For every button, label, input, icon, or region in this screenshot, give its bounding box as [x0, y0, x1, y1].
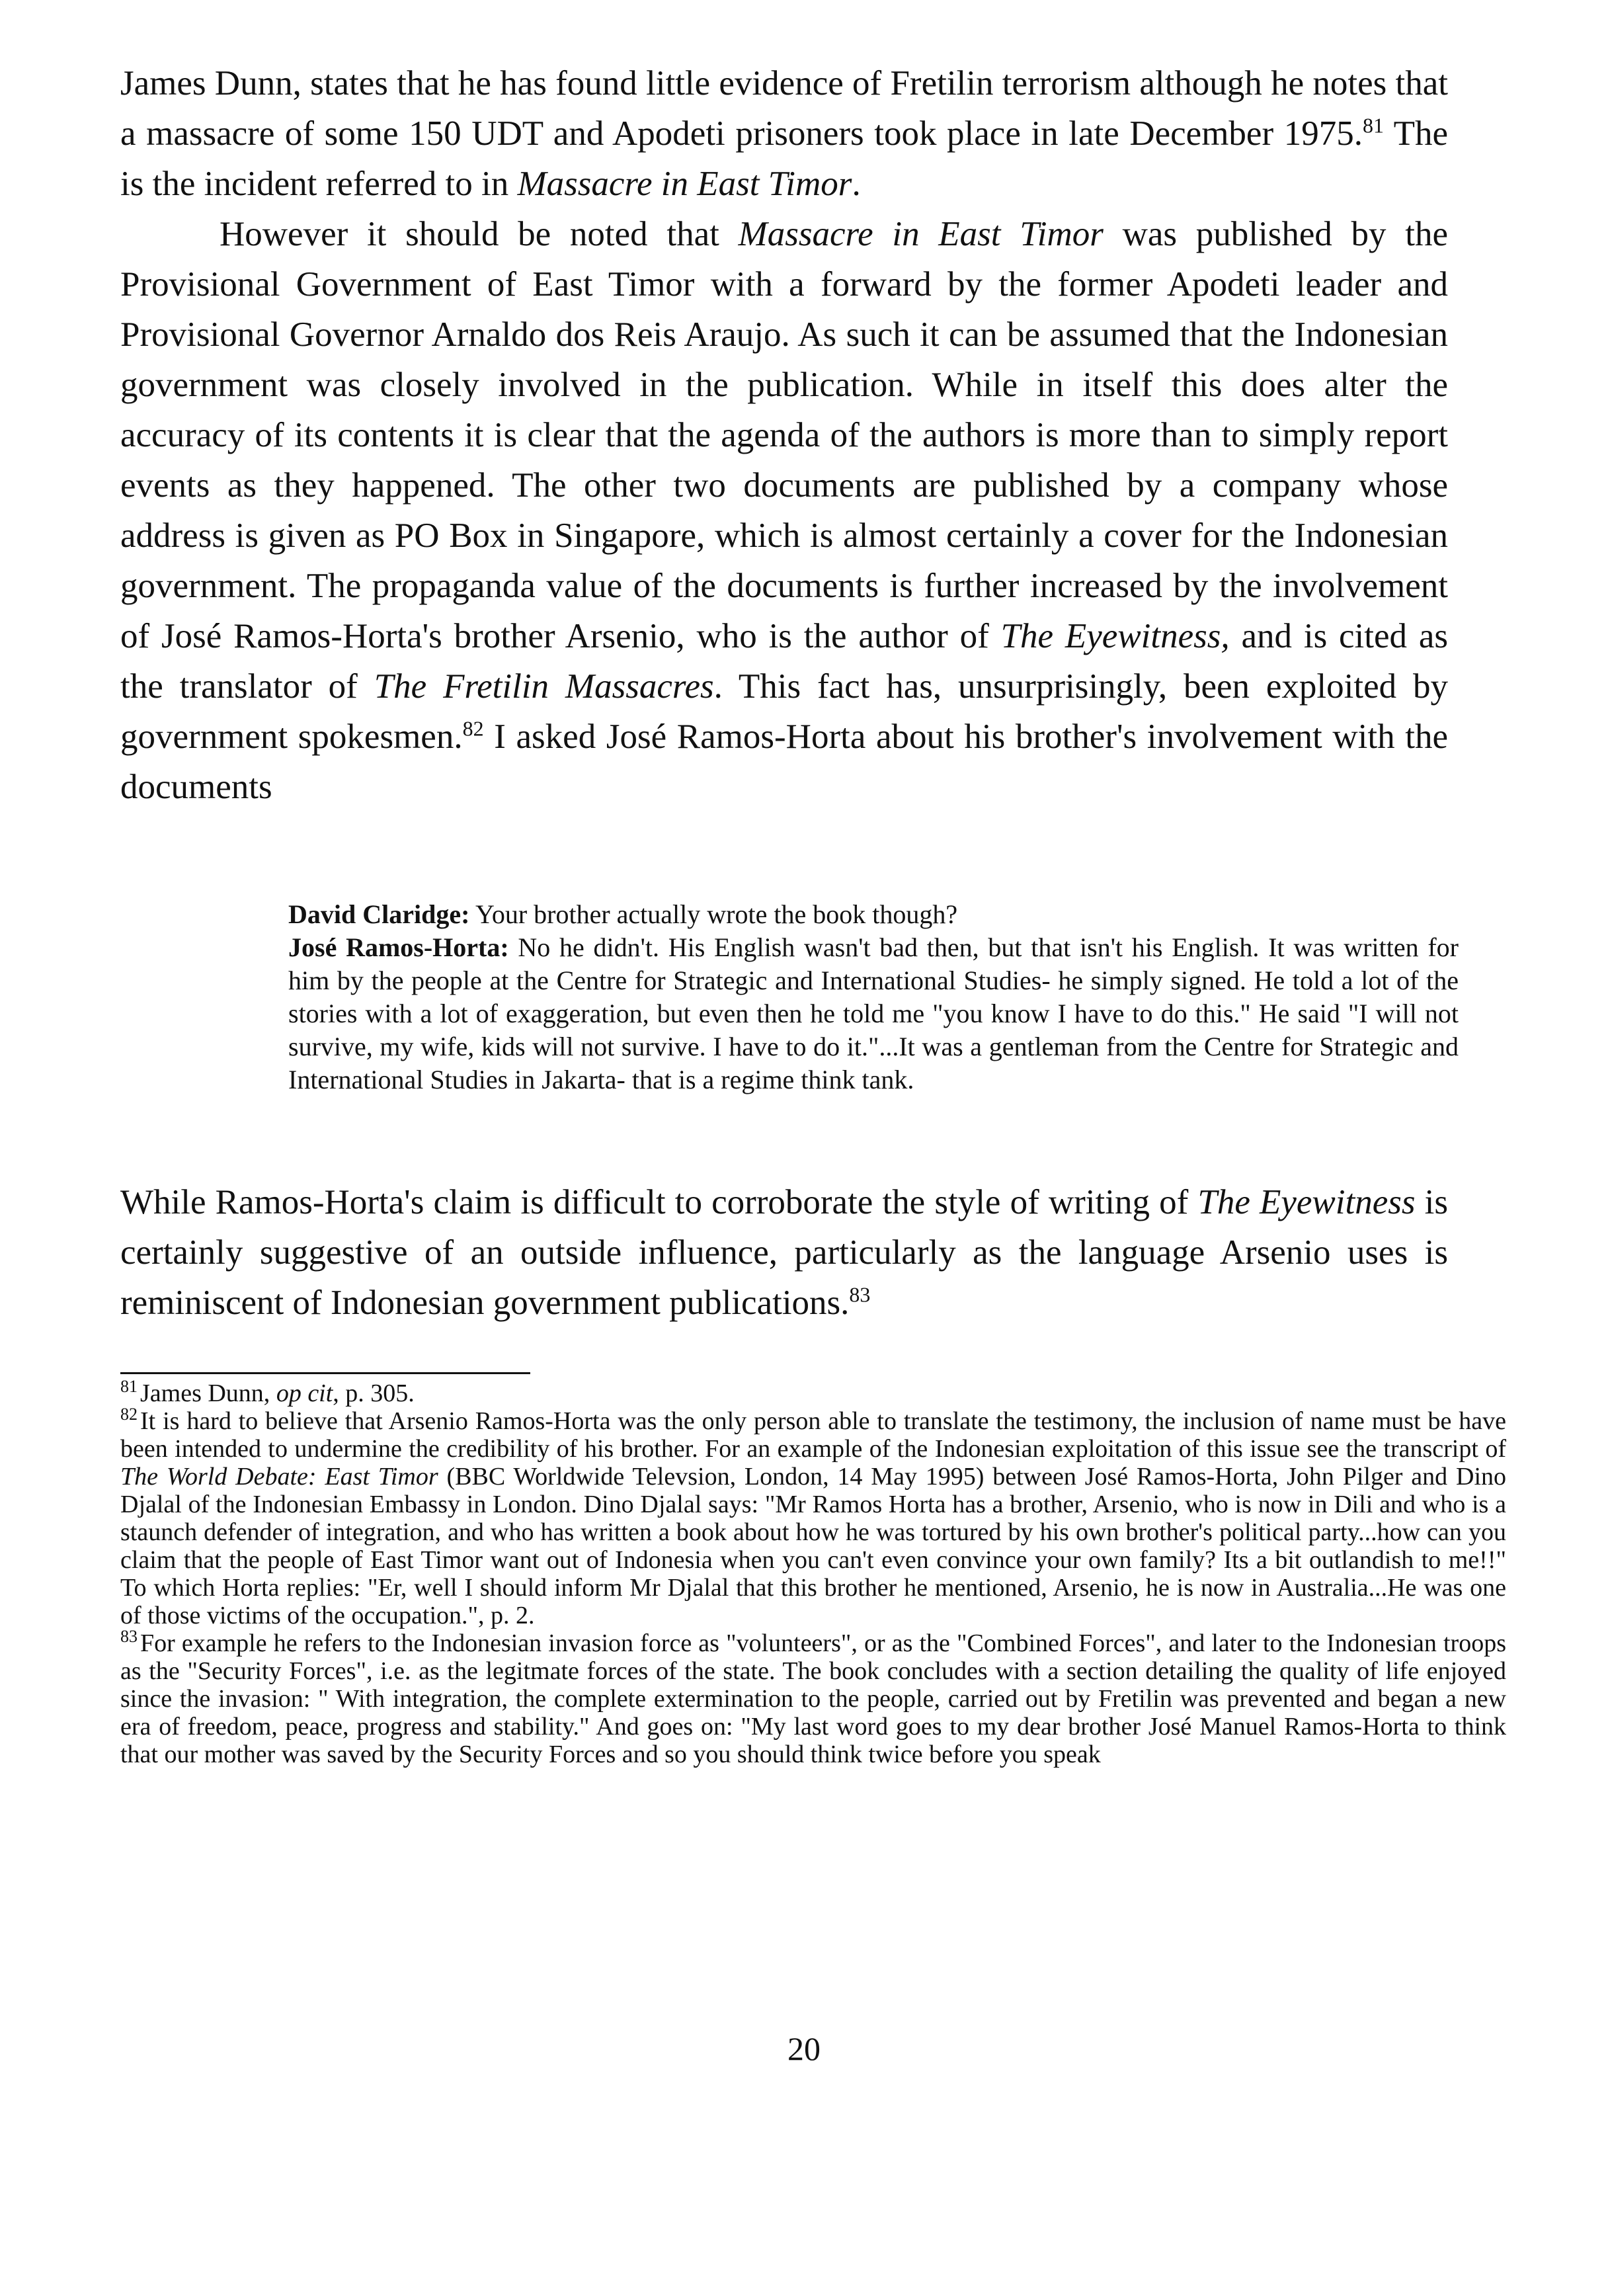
paragraph-text: However it should be noted that: [220, 215, 739, 253]
speaker-name: David Claridge:: [288, 899, 470, 929]
body-paragraph-3: [120, 1177, 1448, 1328]
footnote-italic: op cit: [276, 1379, 333, 1407]
footnote-81: [120, 1379, 1506, 1407]
book-title: Massacre in East Timor: [517, 165, 852, 203]
footnote-reference-82: 82: [462, 716, 484, 741]
footnotes: [120, 1379, 1506, 1768]
footnote-text: (BBC Worldwide Televsion, London, 14 May 1995) between José Ramos-Horta, John Pilger and Dino Djalal of the Indonesian Embassy in London. Dino Djalal says: "Mr Ramos Horta has a brother, Arsenio, who is now in Dili and who is a staunch defender of integration, and who has written a book about how he was tortured by his own brother's political party...how can you claim that the people of East Timor want out of Indonesia when you can't even convince your own family? Its a bit outlandish to me!!" To which Horta replies: "Er, well I should inform Mr Djalal that this brother he mentioned, Arsenio, he is now in Australia...He was one of those victims of the occupation.", p. 2.: [120, 1463, 1506, 1629]
footnote-number: 83: [120, 1627, 138, 1647]
footnote-text: James Dunn,: [140, 1379, 276, 1407]
page-number: 20: [787, 2030, 821, 2067]
paragraph-text: .: [852, 165, 861, 203]
book-title: Massacre in East Timor: [738, 215, 1104, 253]
footnote-italic: The World Debate: East Timor: [120, 1463, 438, 1491]
footnote-text: It is hard to believe that Arsenio Ramos-Horta was the only person able to translate the testimony, the inclusion of name must be have been intended to undermine the credibility of his brother. For an example of the Indonesian exploitation of this issue see the transcript of: [120, 1407, 1506, 1463]
paragraph-text: The is the incident referred to in: [120, 114, 1448, 203]
quote-text: Your brother actually wrote the book though?: [469, 899, 958, 929]
paragraph-text: . This fact has, unsurprisingly, been exploited by government spokesmen.: [120, 667, 1448, 756]
body-paragraph-1: [120, 58, 1448, 209]
paragraph-text: James Dunn, states that he has found little evidence of Fretilin terrorism although he notes that a massacre of some 150 UDT and Apodeti prisoners took place in late December 1975.: [120, 64, 1448, 153]
paragraph-text: I asked José Ramos-Horta about his brother's involvement with the documents: [120, 718, 1449, 806]
book-title: The Fretilin Massacres: [374, 667, 714, 706]
paragraph-text: is certainly suggestive of an outside influence, particularly as the language Arsenio uses is reminiscent of Indonesian government publications.: [120, 1183, 1448, 1322]
footnote-reference-81: 81: [1362, 113, 1384, 138]
footnote-83: [120, 1629, 1506, 1768]
paragraph-text: While Ramos-Horta's claim is difficult to corroborate the style of writing of: [120, 1183, 1198, 1221]
paragraph-text: was published by the Provisional Government of East Timor with a forward by the former Apodeti leader and Provisional Governor Arnaldo dos Reis Araujo. As such it can be assumed that the Indonesian government was closely involved in the publication. While in itself this does alter the accuracy of its contents it is clear that the agenda of the authors is more than to simply report events as they happened. The other two documents are published by a company whose address is given as PO Box in Singapore, which is almost certainly a cover for the Indonesian government. The propaganda value of the documents is further increased by the involvement of José Ramos-Horta's brother Arsenio, who is the author of: [120, 215, 1449, 655]
body-paragraph-2: [120, 209, 1448, 812]
footnote-text: For example he refers to the Indonesian invasion force as "volunteers", or as the "Combined Forces", and later to the Indonesian troops as the "Security Forces", i.e. as the legitmate forces of the state. The book concludes with a section detailing the quality of life enjoyed since the invasion: " With integration, the complete extermination to the people, carried out by Fretilin was prevented and began a new era of freedom, peace, progress and stability." And goes on: "My last word goes to my dear brother José Manuel Ramos-Horta to think that our mother was saved by the Security Forces and so you should think twice before you speak: [120, 1629, 1506, 1768]
footnote-number: 81: [120, 1377, 138, 1397]
book-title: The Eyewitness,: [1000, 617, 1230, 655]
quote-text: No he didn't. His English wasn't bad then, but that isn't his English. It was written for him by the people at the Centre for Strategic and International Studies- he simply signed. He told a lot of the stories with a lot of exaggeration, but even then he told me "you know I have to do this." He said "I will not survive, my wife, kids will not survive. I have to do it."...It was a gentleman from the Centre for Strategic and International Studies in Jakarta- that is a regime think tank.: [288, 932, 1459, 1094]
footnote-divider: [120, 1372, 530, 1374]
interview-question: [288, 898, 1459, 931]
speaker-name: José Ramos-Horta:: [288, 932, 509, 962]
footnote-number: 82: [120, 1405, 138, 1424]
interview-quote: [288, 898, 1459, 1096]
footnote-82: [120, 1407, 1506, 1629]
footnote-reference-83: 83: [849, 1282, 871, 1307]
footnote-text: , p. 305.: [333, 1379, 415, 1407]
interview-answer: [288, 931, 1459, 1096]
paragraph-text: and is cited as the translator of: [120, 617, 1449, 706]
book-title: The Eyewitness: [1197, 1183, 1416, 1221]
